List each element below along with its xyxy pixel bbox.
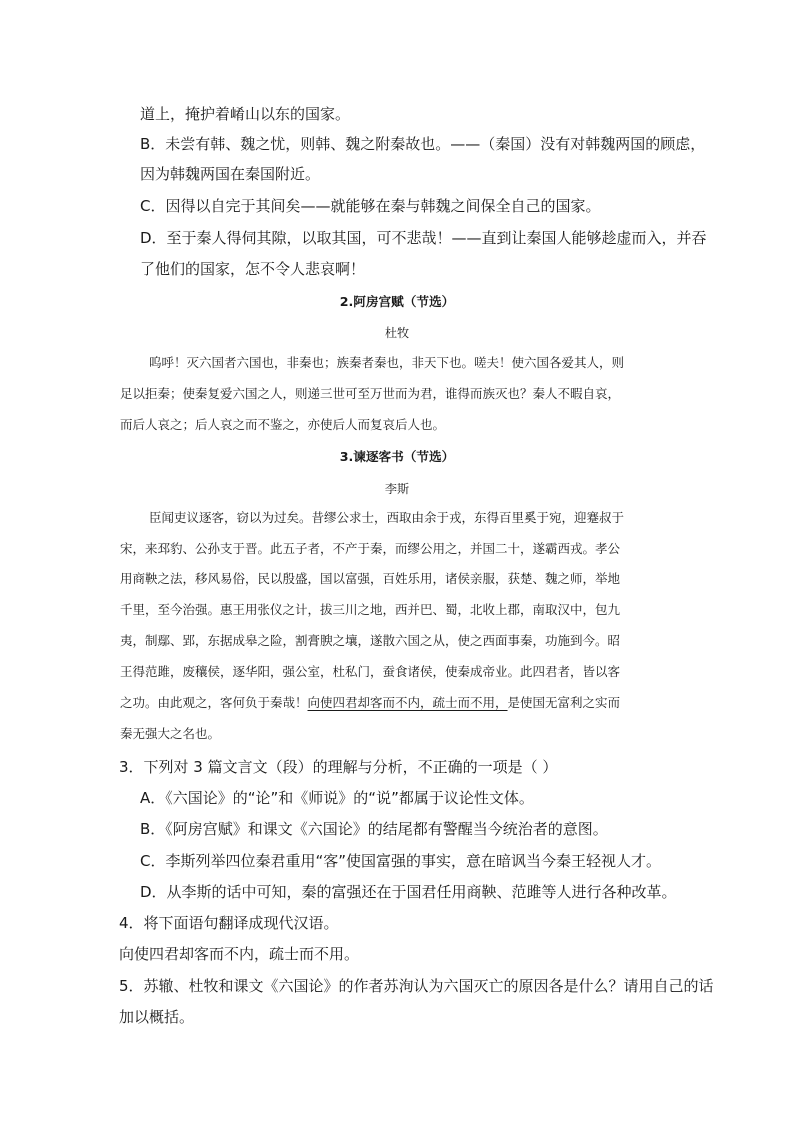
q5-line-1: 5．苏辙、杜牧和课文《六国论》的作者苏洵认为六国灭亡的原因各是什么？请用自己的话 (119, 977, 714, 995)
q5-line-2: 加以概括。 (119, 1008, 195, 1026)
text3-line-7-after: 是使国无富利之实而 (507, 695, 621, 710)
q2-option-d-line2: 了他们的国家，怎不令人悲哀啊！ (140, 260, 366, 278)
q3-stem: 3．下列对 3 篇文言文（段）的理解与分析，不正确的一项是（ ） (119, 758, 558, 776)
text3-line-7-before: 之功。由此观之，客何负于秦哉！ (120, 695, 308, 710)
text3-line-7 (120, 694, 620, 712)
q3-option-b: B．《阿房宫赋》和课文《六国论》的结尾都有警醒当今统治者的意图。 (140, 820, 608, 838)
q2-option-a-tail: 道上，掩护着崤山以东的国家。 (140, 105, 351, 123)
text2-line-2: 足以拒秦；使秦复爱六国之人，则递三世可至万世而为君，谁得而族灭也？秦人不暇自哀， (120, 386, 621, 401)
q2-option-b-line1: B．未尝有韩、魏之忧，则韩、魏之附秦故也。——（秦国）没有对韩魏两国的顾虑， (140, 135, 706, 153)
text3-line-3: 用商鞅之法，移风易俗，民以殷盛，国以富强，百姓乐用，诸侯亲服，获楚、魏之师，举地 (120, 571, 621, 586)
text2-line-1: 呜呼！灭六国者六国也，非秦也；族秦者秦也，非天下也。嗟夫！使六国各爱其人，则 (149, 355, 625, 370)
q4-sentence: 向使四君却客而不内，疏士而不用。 (119, 945, 360, 963)
q2-option-b-line2: 因为韩魏两国在秦国附近。 (140, 165, 321, 183)
q3-option-c: C．李斯列举四位秦君重用“客”使国富强的事实，意在暗讽当今秦王轻视人才。 (140, 852, 662, 870)
text3-line-2: 宋，来邳豹、公孙支于晋。此五子者，不产于秦，而缪公用之，并国二十，遂霸西戎。孝公 (120, 541, 621, 556)
text3-line-6: 王得范雎，废穰侯，逐华阳，强公室，杜私门，蚕食诸侯，使秦成帝业。此四君者，皆以客 (120, 664, 621, 679)
text2-line-3: 而后人哀之；后人哀之而不鉴之，亦使后人而复哀后人也。 (120, 417, 446, 432)
text3-line-8: 秦无强大之名也。 (120, 726, 221, 741)
q4-stem: 4．将下面语句翻译成现代汉语。 (119, 914, 339, 932)
text2-author: 杜牧 (384, 326, 410, 340)
text3-line-1: 臣闻吏议逐客，窃以为过矣。昔缪公求士，西取由余于戎，东得百里奚于宛，迎蹇叔于 (149, 510, 625, 525)
underlined-sentence: 向使四君却客而不内，疏士而不用， (307, 695, 508, 710)
q3-option-d: D．从李斯的话中可知，秦的富强还在于国君任用商鞅、范雎等人进行各种改革。 (140, 883, 677, 901)
text3-line-5: 夷，制鄢、郢，东据成皋之险，割膏腴之壤，遂散六国之从，使之西面事秦，功施到今。昭 (120, 633, 621, 648)
text3-author: 李斯 (384, 482, 410, 496)
q3-option-a: A．《六国论》的“论”和《师说》的“说”都属于议论性文体。 (140, 789, 534, 807)
q2-option-c: C．因得以自完于其间矣——就能够在秦与韩魏之间保全自己的国家。 (140, 197, 601, 215)
text3-line-4: 千里，至今治强。惠王用张仪之计，拔三川之地，西并巴、蜀，北收上郡，南取汉中，包九 (120, 602, 621, 617)
text2-title: 2.阿房宫赋（节选） (339, 294, 455, 309)
q2-option-d-line1: D．至于秦人得伺其隙，以取其国，可不悲哉！——直到让秦国人能够趁虚而入，并吞 (140, 229, 707, 247)
text3-title: 3.谏逐客书（节选） (339, 449, 455, 464)
